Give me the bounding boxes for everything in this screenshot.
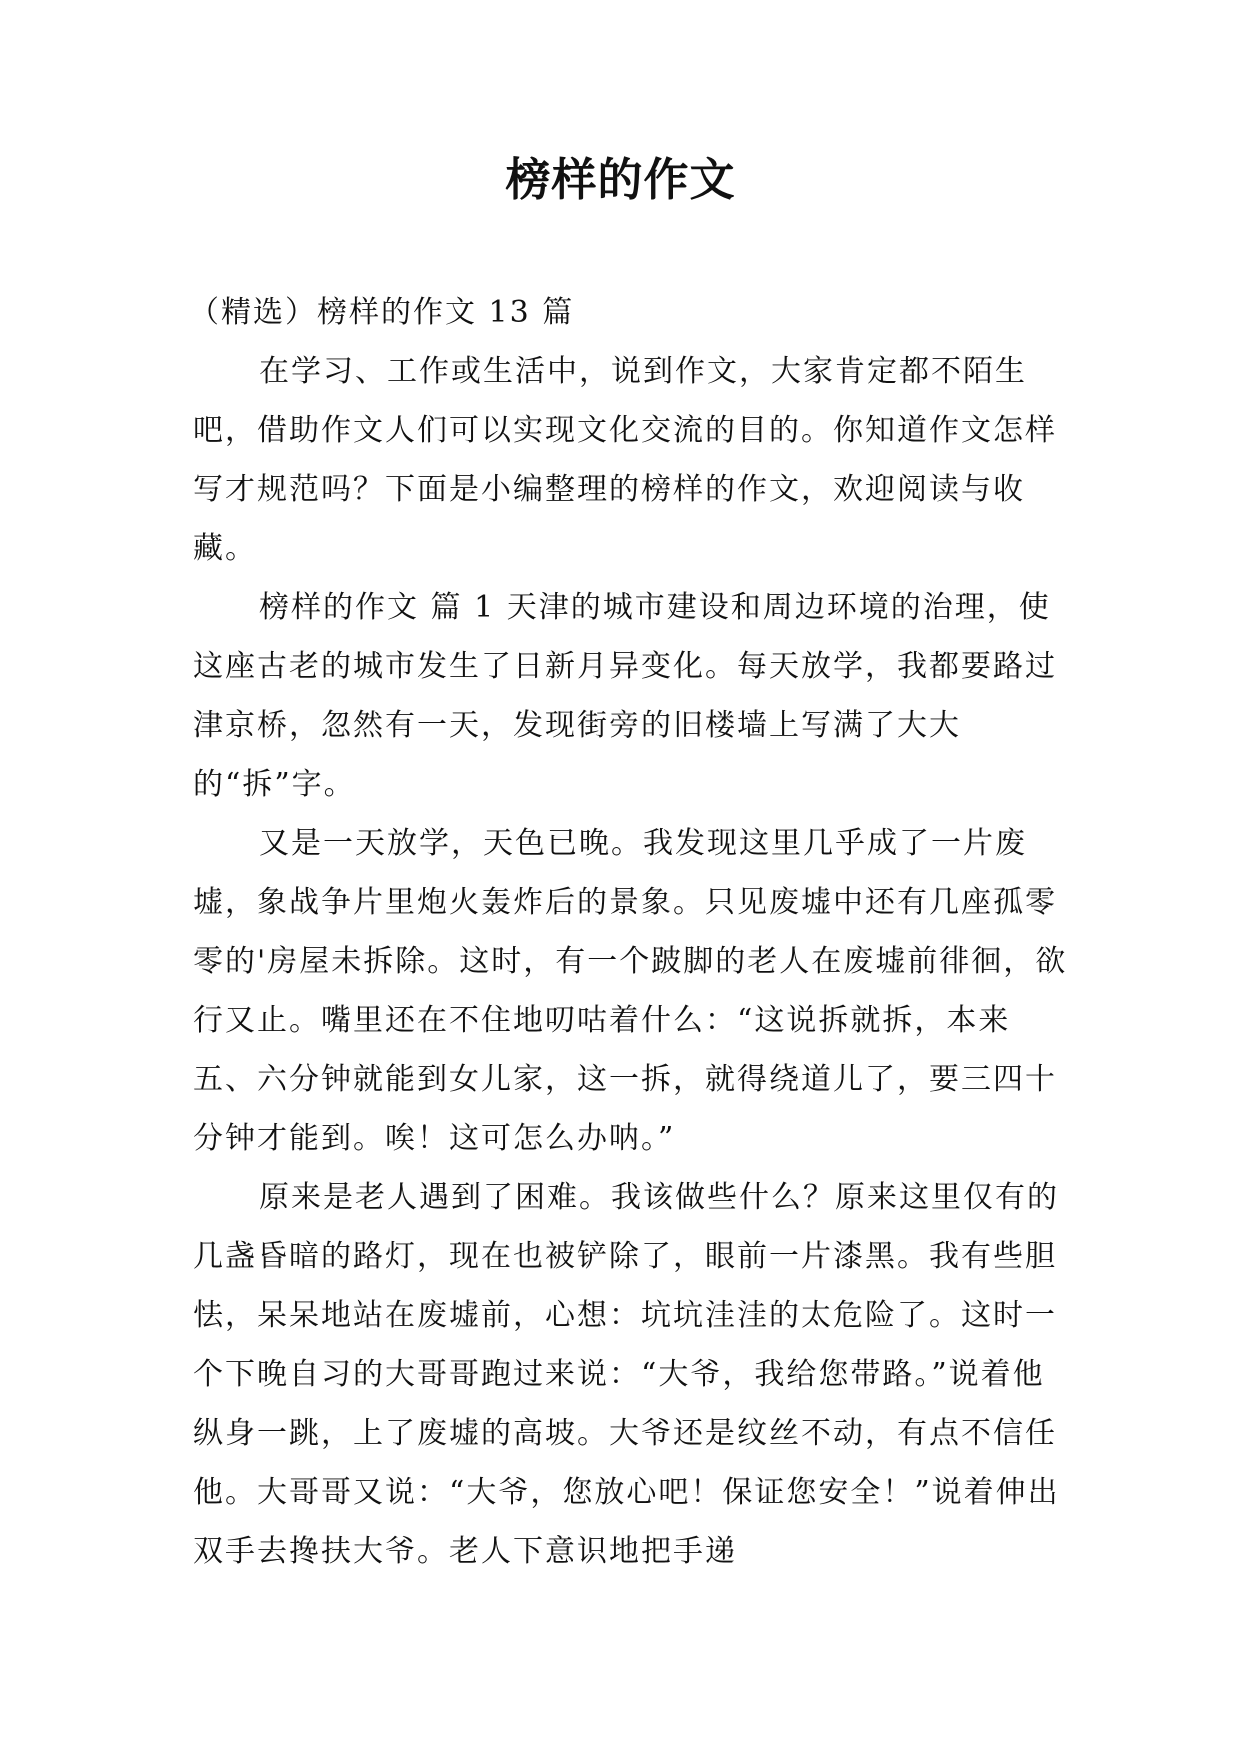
paragraph-essay1-opening: 榜样的作文 篇 1 天津的城市建设和周边环境的治理，使这座古老的城市发生了日新月异变化。每天放学，我都要路过津京桥，忽然有一天，发现街旁的旧楼墙上写满了大大的“拆”字。 [193, 590, 1057, 802]
paragraph-intro: 在学习、工作或生活中，说到作文，大家肯定都不陌生吧，借助作文人们可以实现文化交流的目的。你知道作文怎样写才规范吗？下面是小编整理的榜样的作文，欢迎阅读与收藏。 [193, 354, 1057, 566]
document-subtitle: （精选）榜样的作文 13 篇 [189, 295, 575, 330]
document-title: 榜样的作文 [505, 153, 736, 206]
paragraph-ruins: 又是一天放学，天色已晚。我发现这里几乎成了一片废墟，象战争片里炮火轰炸后的景象。只见废墟中还有几座孤零零的'房屋未拆除。这时，有一个跛脚的老人在废墟前徘徊，欲行又止。嘴里还在不住地叨咕着什么：“这说拆就拆，本来五、六分钟就能到女儿家，这一拆，就得绕道儿了，要三四十分钟才能到。唉！这可怎么办呐。” [193, 826, 1068, 1156]
paragraph-helper: 原来是老人遇到了困难。我该做些什么？原来这里仅有的几盏昏暗的路灯，现在也被铲除了，眼前一片漆黑。我有些胆怯，呆呆地站在废墟前，心想：坑坑洼洼的太危险了。这时一个下晚自习的大哥哥跑过来说：“大爷，我给您带路。”说着他纵身一跳，上了废墟的高坡。大爷还是纹丝不动，有点不信任他。大哥哥又说：“大爷，您放心吧！保证您安全！”说着伸出双手去搀扶大爷。老人下意识地把手递 [193, 1180, 1060, 1569]
document-body [189, 283, 1073, 1581]
